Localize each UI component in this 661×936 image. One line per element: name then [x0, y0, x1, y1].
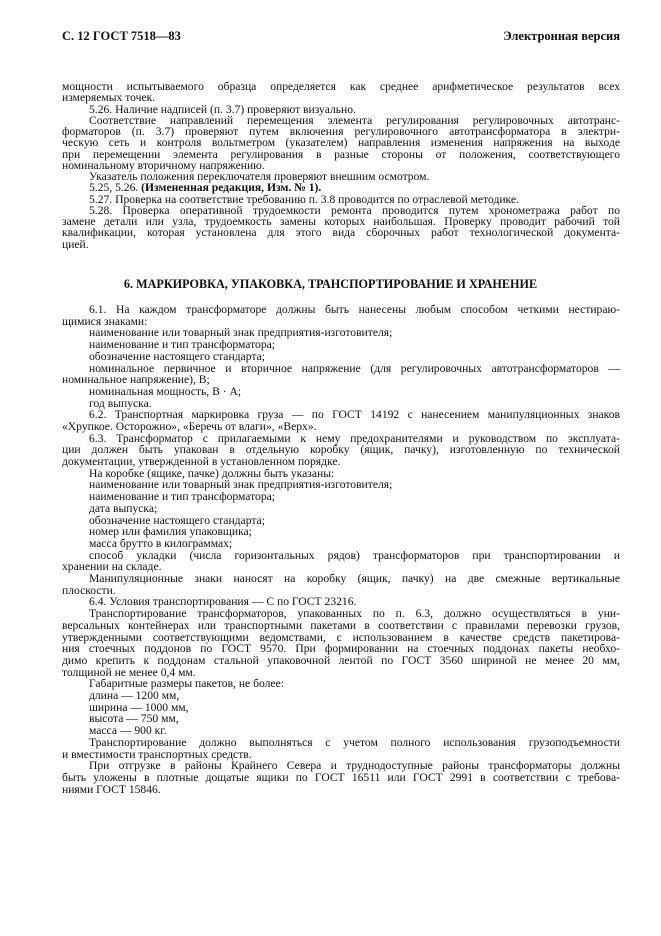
- text-line: [62, 784, 620, 796]
- line-text: Указатель положения переключателя проверяют внешним осмотром.: [89, 170, 430, 183]
- line-text: 6.4. Условия транспортирования — С по ГОСТ 23216.: [89, 595, 357, 609]
- line-text: документации, утвержденной в установленном порядке.: [62, 455, 341, 469]
- line-text: 5.27. Проверка на соответствие требованию п. 3.8 проводится по отраслевой методике.: [89, 192, 519, 206]
- line-text: плоскости.: [62, 583, 116, 597]
- line-text: наименование и тип трансформатора;: [89, 338, 275, 352]
- line-text: номинальное первичное и вторичное напряжение (для регулировочных автотрансформаторов —: [89, 361, 620, 375]
- line-text: наименование или товарный знак предприятия-изготовителя;: [89, 478, 393, 492]
- text-line: [62, 239, 620, 250]
- line-text: 6.1. На каждом трансформаторе должны быть нанесены любым способом четкими нестираю-: [89, 303, 620, 316]
- line-text: квалификации, которая установлена для этого вида сборочных работ технологической документа-: [62, 226, 620, 240]
- line-text: при перемещении элемента регулирования в разные стороны от положения, соответствующего: [62, 147, 620, 161]
- line-text: цией.: [62, 237, 89, 251]
- text-line: [62, 227, 620, 238]
- text-line: [62, 573, 620, 585]
- line-text: номинальная мощность, В · А;: [89, 384, 242, 398]
- line-text: утвержденными соответствующими ведомствами, с использованием в качестве средств пакетирова-: [62, 630, 620, 644]
- line-text: «Хрупкое. Осторожно», «Беречь от влаги», «Верх».: [62, 419, 317, 433]
- line-text: ширина — 1000 мм,: [89, 700, 189, 714]
- page-header: [62, 29, 620, 44]
- version-label: Электронная версия: [503, 29, 620, 43]
- line-text: ниями ГОСТ 15846.: [62, 782, 161, 796]
- amendment-note: (Измененная редакция, Изм. № 1).: [141, 181, 322, 195]
- line-text: ния стоечных поддонов по ГОСТ 9570. При формировании на стоечных поддонах пакеты необхо-: [62, 642, 620, 656]
- section-title: 6. МАРКИРОВКА, УПАКОВКА, ТРАНСПОРТИРОВАНИЕ И ХРАНЕНИЕ: [123, 277, 538, 291]
- line-text: димо крепить к поддонам стальной упаковочной лентой по ГОСТ 3560 шириной не менее 20 мм,: [62, 653, 620, 667]
- line-text: 5.26. Наличие надписей (п. 3.7) проверяют визуально.: [89, 102, 356, 116]
- line-text: версальных контейнерах или транспортными пакетами в соответствии с правилами перевозки грузов,: [62, 618, 620, 632]
- line-text: номинальному вторичному напряжению.: [62, 158, 265, 172]
- line-text: Транспортирование должно выполняться с учетом полного использования грузоподъемности: [89, 735, 620, 749]
- line-text: щимися знаками:: [62, 314, 148, 328]
- line-text: наименование или товарный знак предприятия-изготовителя;: [89, 326, 393, 340]
- line-text: 5.25, 5.26.: [89, 181, 142, 195]
- line-text: наименование и тип трансформатора;: [89, 490, 275, 504]
- line-text: хранении на складе.: [62, 560, 162, 574]
- line-text: 6.2. Транспортная маркировка груза — по ГОСТ 14192 с нанесением манипуляционных знаков: [89, 408, 620, 422]
- line-text: Манипуляционные знаки наносят на коробку (ящик, пачку) на две смежные вертикальные: [89, 572, 620, 586]
- line-text: толщиной не менее 0,4 мм.: [62, 665, 196, 679]
- line-text: измеряемых точек.: [62, 91, 156, 105]
- section-5-text: [62, 81, 620, 250]
- line-text: номинальное напряжение), В;: [62, 373, 210, 387]
- line-text: длина — 1200 мм,: [89, 689, 180, 703]
- line-text: При отгрузке в районы Крайнего Севера и труднодоступные районы трансформаторы должны: [89, 759, 620, 773]
- line-text: ции должен быть упакован в отдельную коробку (ящик, пачку), изготовленную по технической: [62, 443, 620, 457]
- line-text: 6.3. Трансформатор с прилагаемыми к нему предохранителями и руководством по эксплуата-: [89, 431, 620, 445]
- line-text: быть уложены в плотные дощатые ящики по ГОСТ 16511 или ГОСТ 2991 в соответствии с требова-: [62, 770, 620, 784]
- line-text: год выпуска.: [89, 396, 152, 410]
- line-text: Габаритные размеры пакетов, не более:: [89, 677, 284, 691]
- line-text: замене детали или узла, трудоемкость замены которых наибольшая. Проверку проводит рабочий той: [62, 215, 620, 228]
- line-text: 5.28. Проверка оперативной трудоемкости ремонта проводится путем хронометража работ по: [89, 203, 620, 217]
- line-text: высота — 750 мм,: [89, 712, 179, 726]
- line-text: форматоров (п. 3.7) проверяют путем включения регулировочного автотрансформатора в электри-: [62, 125, 620, 138]
- line-text: На коробке (ящике, пачке) должны быть указаны:: [89, 466, 335, 480]
- line-text: обозначение настоящего стандарта;: [89, 513, 265, 527]
- line-text: способ укладки (числа горизонтальных рядов) трансформаторов при транспортировании и: [89, 548, 620, 562]
- line-text: мощности испытываемого образца определяется как среднее арифметическое результатов всех: [62, 80, 620, 93]
- line-text: номер или фамилия упаковщика;: [89, 525, 252, 539]
- line-text: дата выпуска;: [89, 501, 158, 515]
- section-6-text: [62, 304, 620, 795]
- line-text: ческую сеть и контроля вольтметром (указателем) направления изменения напряжения на выходе: [62, 136, 620, 150]
- line-text: и вместимости транспортных средств.: [62, 747, 252, 761]
- page-number-standard: С. 12 ГОСТ 7518—83: [62, 29, 181, 43]
- line-text: обозначение настоящего стандарта;: [89, 349, 265, 363]
- line-text: Транспортирование трансформаторов, упакованных по п. 6.3, должно осуществляться в уни-: [89, 607, 620, 621]
- line-text: масса брутто в килограммах;: [89, 536, 233, 550]
- line-text: Соответствие направлений перемещения элемента регулирования регулировочных автотранс-: [89, 113, 620, 127]
- line-text: масса — 900 кг.: [89, 724, 167, 738]
